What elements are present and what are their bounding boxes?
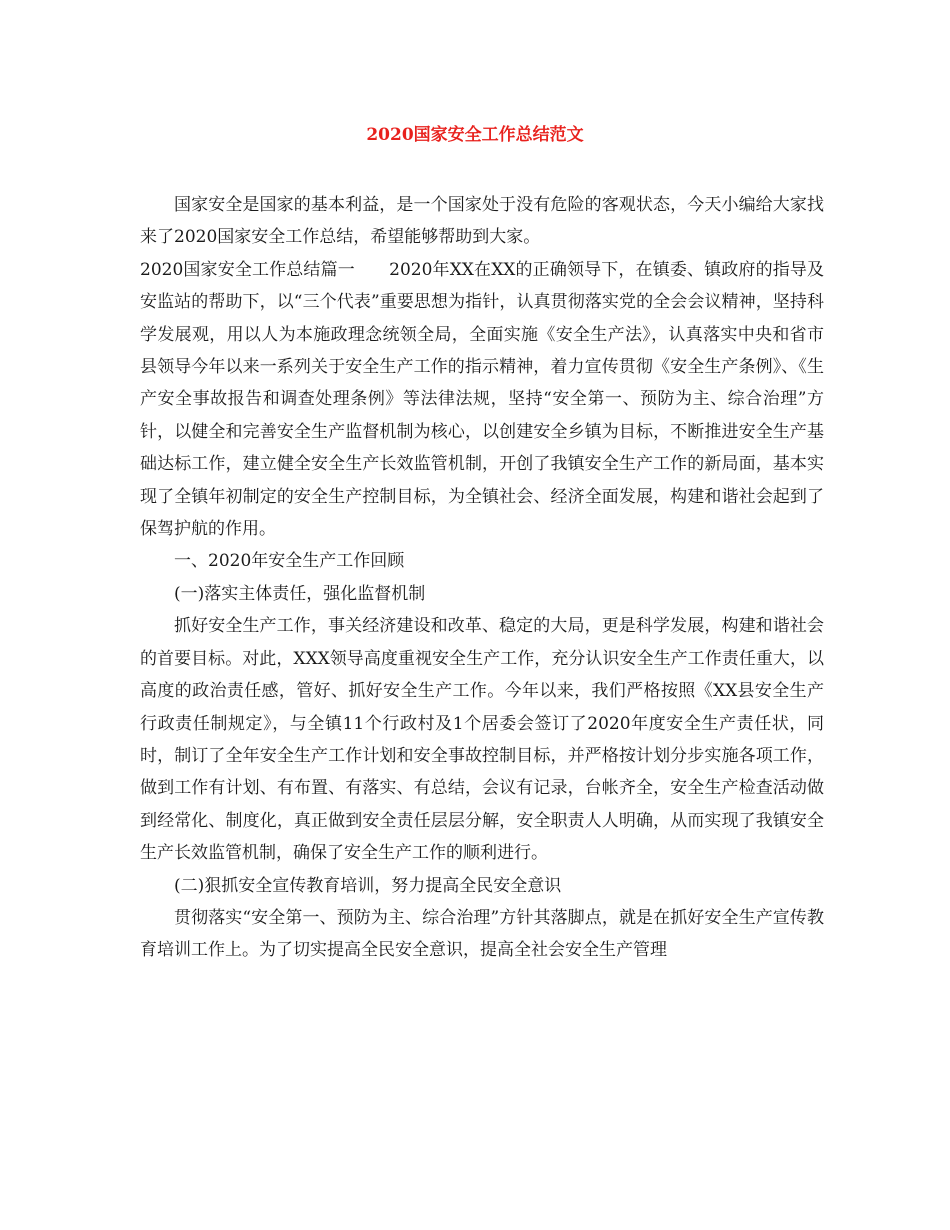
paragraph-part-one: 2020国家安全工作总结篇一 2020年XX在XX的正确领导下，在镇委、镇政府的指导及安监站的帮助下，以“三个代表”重要思想为指针，认真贯彻落实党的全会会议精神，坚持科学发展观，用以人为本施政理念统领全局，全面实施《安全生产法》，认真落实中央和省市县领导今年以来一系列关于安全生产工作的指示精神，着力宣传贯彻《安全生产条例》、《生产安全事故报告和调查处理条例》等法律法规，坚持“安全第一、预防为主、综合治理”方针，以健全和完善安全生产监督机制为核心，以创建安全乡镇为目标，不断推进安全生产基础达标工作，建立健全安全生产长效监管机制，开创了我镇安全生产工作的新局面，基本实现了全镇年初制定的安全生产控制目标，为全镇社会、经济全面发展，构建和谐社会起到了保驾护航的作用。	[140, 259, 824, 540]
document-title: 2020国家安全工作总结范文	[366, 125, 584, 145]
paragraph-education: 贯彻落实“安全第一、预防为主、综合治理”方针其落脚点，就是在抓好安全生产宣传教育培训工作上。为了切实提高全民安全意识，提高全社会安全生产管理	[140, 907, 824, 961]
subsection-heading-education: (二)狠抓安全宣传教育培训，努力提高全民安全意识	[174, 875, 562, 896]
paragraph-responsibility: 抓好安全生产工作，事关经济建设和改革、稳定的大局，更是科学发展，构建和谐社会的首要目标。对此，XXX领导高度重视安全生产工作，充分认识安全生产工作责任重大，以高度的政治责任感，管好、抓好安全生产工作。今年以来，我们严格按照《XX县安全生产行政责任制规定》，与全镇11个行政村及1个居委会签订了2020年度安全生产责任状，同时，制订了全年安全生产工作计划和安全事故控制目标，并严格按计划分步实施各项工作，做到工作有计划、有布置、有落实、有总结，会议有记录，台帐齐全，安全生产检查活动做到经常化、制度化，真正做到安全责任层层分解，安全职责人人明确，从而实现了我镇安全生产长效监管机制，确保了安全生产工作的顺利进行。	[140, 616, 824, 864]
subsection-heading-responsibility: (一)落实主体责任，强化监督机制	[174, 583, 426, 604]
section-heading-review: 一、2020年安全生产工作回顾	[174, 551, 405, 572]
document-body	[140, 189, 824, 967]
paragraph-intro: 国家安全是国家的基本利益，是一个国家处于没有危险的客观状态，今天小编给大家找来了2020国家安全工作总结，希望能够帮助到大家。	[140, 195, 824, 248]
